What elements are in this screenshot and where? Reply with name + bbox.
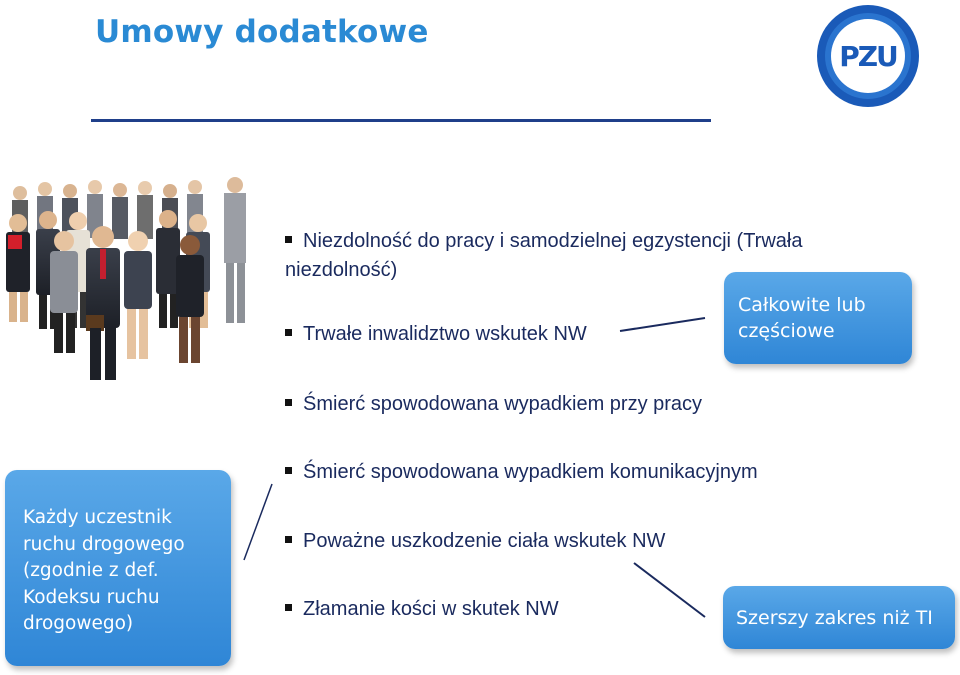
svg-text:PZU: PZU [839, 40, 897, 73]
callout-text: częściowe [738, 320, 835, 342]
pzu-logo [816, 4, 920, 108]
callout-text: Szerszy zakres niż TI [736, 607, 933, 629]
callout-text: drogowego) [23, 613, 134, 634]
bullet-text: Złamanie kości w skutek NW [303, 598, 559, 620]
bullet-square-icon [285, 399, 292, 406]
bullet-square-icon [285, 329, 292, 336]
connector-line-road [244, 484, 272, 560]
connector-line-partial [620, 318, 705, 331]
title-underline [91, 119, 711, 122]
bullet-text: Niezdolność do pracy i samodzielnej egzystencji (Trwała [303, 230, 803, 252]
callout-text: (zgodnie z def. [23, 560, 159, 581]
bullet-square-icon [285, 536, 292, 543]
bullet-permanent-disability [285, 320, 587, 349]
business-people-photo [0, 175, 268, 400]
bullet-text: Poważne uszkodzenie ciała wskutek NW [303, 530, 666, 552]
callout-text: Całkowite lub [738, 294, 866, 316]
callout-text: ruchu drogowego [23, 533, 185, 555]
connector-line-wider [634, 563, 705, 617]
bullet-square-icon [285, 604, 292, 611]
bullet-square-icon [285, 236, 292, 243]
bullet-death-traffic [285, 458, 758, 487]
bullet-text-continued: niezdolność) [285, 259, 398, 281]
bullet-bone-fracture [285, 595, 559, 624]
callout-text: Kodeksu ruchu [23, 586, 160, 608]
callout-text: Każdy uczestnik [23, 507, 172, 528]
bullet-serious-injury [285, 527, 665, 556]
bullet-death-at-work [285, 390, 702, 419]
bullet-text: Trwałe inwalidztwo wskutek NW [303, 323, 587, 345]
callout-road-participant [5, 470, 231, 666]
page-title: Umowy dodatkowe [95, 14, 429, 50]
bullet-text: Śmierć spowodowana wypadkiem komunikacyjnym [303, 461, 758, 483]
bullet-square-icon [285, 467, 292, 474]
bullet-text: Śmierć spowodowana wypadkiem przy pracy [303, 393, 703, 415]
callout-full-or-partial [724, 272, 912, 364]
callout-wider-scope [723, 586, 955, 649]
